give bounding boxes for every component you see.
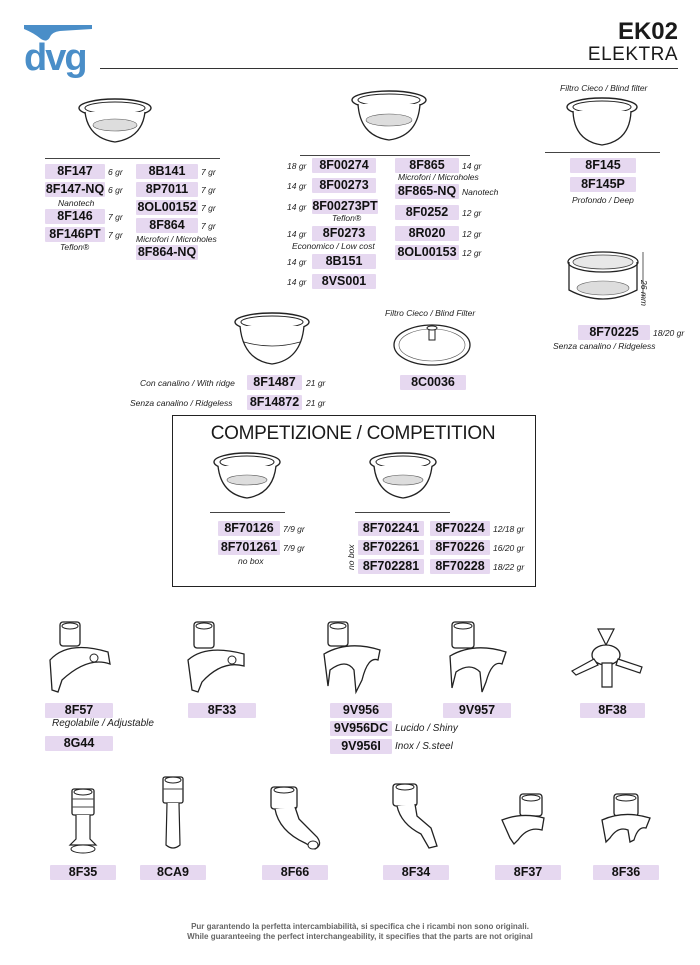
part-code: 8F145: [570, 158, 636, 173]
part-code: 8F864: [136, 218, 198, 233]
double-short-spout-icon: [598, 792, 654, 852]
part-weight: 21 gr: [306, 398, 326, 408]
part-weight: 6 gr: [108, 167, 123, 177]
double-spout-icon: [444, 620, 514, 695]
part-weight: 14 gr: [287, 202, 307, 212]
footer-disclaimer-en: While guaranteeing the perfect interchangeability, it specifies that the parts are not original: [187, 932, 533, 941]
nozzle-icon: [156, 775, 192, 855]
model-code: EK02: [617, 18, 678, 45]
part-code: 8F00273PT: [312, 199, 378, 213]
part-code: 8F70224: [430, 521, 490, 536]
double-spout-icon: [318, 620, 388, 695]
filter-basket-icon: [368, 452, 438, 502]
header-divider: [100, 68, 678, 69]
part-code: 8F147-NQ: [45, 182, 105, 196]
blind-disc-icon: [392, 322, 472, 368]
part-weight: 7 gr: [108, 212, 123, 222]
curved-spout-icon: [265, 785, 335, 857]
part-code: 8F00273: [312, 178, 376, 193]
part-code: 8F702261: [358, 540, 424, 555]
part-code: 8F36: [593, 865, 659, 880]
part-code: 8B141: [136, 164, 198, 179]
part-code: 8F38: [580, 703, 645, 718]
nozzle-icon: [64, 787, 104, 859]
part-code: 8F865-NQ: [395, 184, 459, 199]
blind-filter-title: Filtro Cieco / Blind Filter: [385, 308, 476, 318]
ridgeless-filter-icon: [565, 250, 645, 310]
part-code: 8G44: [45, 736, 113, 751]
part-code: 8F864-NQ: [137, 245, 197, 259]
machine-name: ELEKTRA: [587, 44, 678, 65]
part-weight: 7/9 gr: [283, 543, 305, 553]
part-note: Lucido / Shiny: [395, 723, 458, 734]
part-note: Senza canalino / Ridgeless: [553, 341, 656, 351]
part-note: Teflon®: [60, 242, 90, 252]
part-code: 8F66: [262, 865, 328, 880]
part-code: 8F145P: [570, 177, 636, 192]
part-note: Economico / Low cost: [292, 241, 375, 251]
part-weight: 12/18 gr: [493, 524, 525, 534]
divider: [545, 152, 660, 153]
no-box-label: no box: [346, 544, 356, 570]
part-code: 8F35: [50, 865, 116, 880]
ridge-label: Con canalino / With ridge: [140, 378, 235, 388]
part-code: 8F70226: [430, 540, 490, 555]
part-code: 8F33: [188, 703, 256, 718]
part-weight: 18 gr: [287, 161, 307, 171]
part-weight: 16/20 gr: [493, 543, 525, 553]
part-code: 8VS001: [312, 274, 376, 289]
brand-name: dvg: [24, 37, 86, 79]
part-code: 8F14872: [247, 395, 302, 410]
part-weight: 7 gr: [108, 230, 123, 240]
part-note: Microfori / Microholes: [136, 234, 217, 244]
part-code: 9V956I: [330, 739, 392, 754]
part-weight: 6 gr: [108, 185, 123, 195]
part-weight: 14 gr: [287, 277, 307, 287]
part-code: 8F70126: [218, 521, 280, 536]
part-weight: 14 gr: [287, 181, 307, 191]
divider: [210, 512, 285, 513]
part-code: 8C0036: [400, 375, 466, 390]
part-code: 8F70225: [578, 325, 650, 340]
part-weight: 12 gr: [462, 208, 482, 218]
part-code: 8F702281: [358, 559, 424, 574]
part-weight: 14 gr: [462, 161, 482, 171]
competition-title: COMPETIZIONE / COMPETITION: [210, 423, 496, 444]
spout-icon: [184, 620, 249, 695]
height-label: 26 mm: [639, 280, 649, 306]
filter-basket-icon: [232, 312, 312, 367]
part-code: 9V956: [330, 703, 392, 718]
short-spout-icon: [498, 792, 554, 852]
part-code: 8OL00152: [137, 200, 197, 214]
divider: [300, 155, 470, 156]
part-weight: 7/9 gr: [283, 524, 305, 534]
part-weight: 14 gr: [287, 257, 307, 267]
part-code: 8F0252: [395, 205, 459, 220]
part-weight: 12 gr: [462, 229, 482, 239]
part-weight: 12 gr: [462, 248, 482, 258]
part-note: no box: [238, 556, 264, 566]
part-code: 8F37: [495, 865, 561, 880]
part-code: 8F0273: [312, 226, 376, 241]
adjustable-spout-icon: [48, 620, 118, 695]
part-code: 8F146PT: [45, 227, 105, 242]
filter-basket-icon: [350, 90, 428, 145]
part-code: 8OL00153: [395, 245, 459, 260]
part-weight: 7 gr: [201, 221, 216, 231]
part-weight: 7 gr: [201, 185, 216, 195]
part-note: Profondo / Deep: [572, 195, 634, 205]
footer-disclaimer-it: Pur garantendo la perfetta intercambiabilità, si specifica che i ricambi non sono originali.: [191, 922, 529, 931]
part-weight: 18/20 gr: [653, 328, 685, 338]
blind-filter-title: Filtro Cieco / Blind filter: [560, 83, 648, 93]
part-code: 8F34: [383, 865, 449, 880]
part-code: 9V957: [443, 703, 511, 718]
blind-filter-icon: [565, 97, 639, 149]
part-code: 8B151: [312, 254, 376, 269]
part-code: 8F865: [395, 158, 459, 173]
triple-spout-icon: [568, 625, 648, 695]
part-code: 9V956DC: [330, 721, 392, 736]
part-code: 8CA9: [140, 865, 206, 880]
part-note: Regolabile / Adjustable: [52, 718, 154, 729]
part-code: 8F702241: [358, 521, 424, 536]
part-weight: 21 gr: [306, 378, 326, 388]
part-code: 8F57: [45, 703, 113, 718]
part-note: Inox / S.steel: [395, 741, 453, 752]
part-code: 8R020: [395, 226, 459, 241]
part-code: 8P7011: [136, 182, 198, 197]
ridge-label: Senza canalino / Ridgeless: [130, 398, 233, 408]
part-code: 8F70228: [430, 559, 490, 574]
part-code: 8F701261: [218, 540, 280, 555]
brand-logo: [22, 15, 97, 83]
part-weight: 7 gr: [201, 203, 216, 213]
part-note: Teflon®: [332, 213, 362, 223]
filter-basket-icon: [78, 98, 153, 148]
part-weight: 18/22 gr: [493, 562, 525, 572]
part-weight: Nanotech: [462, 187, 499, 197]
part-code: 8F147: [45, 164, 105, 179]
divider: [355, 512, 450, 513]
part-weight: 7 gr: [201, 167, 216, 177]
part-code: 8F146: [45, 209, 105, 224]
part-code: 8F00274: [312, 158, 376, 173]
part-note: Nanotech: [58, 198, 95, 208]
curved-spout-icon: [385, 782, 455, 857]
part-weight: 14 gr: [287, 229, 307, 239]
filter-basket-icon: [212, 452, 282, 502]
part-code: 8F1487: [247, 375, 302, 390]
divider: [45, 158, 220, 159]
part-note: Microfori / Microholes: [398, 172, 479, 182]
